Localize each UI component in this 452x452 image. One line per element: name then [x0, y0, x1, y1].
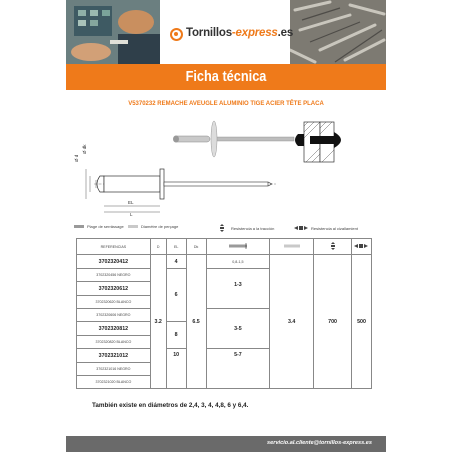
rivet-section-illustration: [295, 122, 341, 162]
shear-strength-icon: [294, 224, 308, 233]
ref-cell: 3702321012: [77, 349, 151, 363]
grip-range-icon: [74, 225, 84, 228]
also-available-note: También existe en diámetros de 2,4, 3, 4, 4,8, 6 y 6,4.: [92, 402, 249, 409]
drill-diameter-icon: [283, 243, 301, 249]
ref-cell: 3702320412: [77, 255, 151, 269]
logo-name: Tornillos: [186, 27, 232, 39]
grip-cell: [206, 269, 270, 282]
product-title: V5370232 REMACHE AVEUGLE ALUMINIO TIGE ACIER TÊTE PLACA: [128, 101, 324, 107]
label-el: EL: [128, 200, 134, 205]
grip-cell: 3-5: [206, 309, 270, 349]
page-title: Ficha técnica: [185, 68, 267, 85]
col-reference: REFERENCIAS: [77, 239, 151, 255]
header-photo-workers: [66, 0, 160, 64]
ref-cell: 3702320612: [77, 282, 151, 296]
drill-cell: 3.4: [270, 255, 314, 389]
grip-cell: 0,8-1,5: [206, 255, 270, 269]
legend-label: Diamètre de perçage: [141, 224, 179, 229]
logo-text: [186, 27, 293, 39]
ref-cell: 3702321016 NEGRO: [77, 363, 151, 376]
ref-cell: 3702320456 NEGRO: [77, 269, 151, 282]
legend-tensile: [216, 224, 274, 233]
col-d: D: [150, 239, 166, 255]
legend-drill-diameter: [128, 224, 178, 229]
legend-grip-range: [74, 224, 124, 229]
el-cell: 4: [166, 255, 186, 269]
ref-cell: 3702320820 BLANCO: [77, 336, 151, 349]
legend: [66, 221, 386, 233]
ref-cell: 3702320812: [77, 322, 151, 336]
label-d: Ø d: [74, 154, 79, 162]
legend-label: Plage de serrâssage: [87, 224, 124, 229]
ref-cell: 3702320606 NEGRO: [77, 309, 151, 322]
title-bar: [66, 64, 386, 90]
legend-shear: [294, 224, 358, 233]
tensile-strength-icon: [327, 242, 339, 250]
footer-email-link[interactable]: servicio.al.cliente@tornillos-express.es: [267, 440, 372, 446]
col-shear: [351, 239, 371, 255]
col-tensile: [314, 239, 352, 255]
ref-cell: 3702321020 BLANCO: [77, 376, 151, 389]
col-drill: [270, 239, 314, 255]
el-cell: 8: [166, 322, 186, 349]
drill-diameter-icon: [128, 225, 138, 228]
logo-mark-icon: [170, 28, 183, 41]
grip-range-icon: [228, 243, 248, 249]
rivet-3d-illustration: [173, 121, 294, 157]
d-cell: 3.2: [150, 255, 166, 389]
tensile-cell: 700: [314, 255, 352, 389]
spec-table: [76, 238, 372, 389]
dk-cell: 6.5: [186, 255, 206, 389]
brand-logo[interactable]: [170, 26, 294, 46]
el-cell: 10: [166, 349, 186, 389]
footer: [66, 436, 386, 452]
legend-label: Resistencia a la tracción: [231, 226, 275, 231]
rivet-profile-drawing: [74, 144, 276, 217]
el-cell: 6: [166, 269, 186, 322]
grip-cell: 5-7: [206, 349, 270, 389]
logo-dash: -: [231, 27, 236, 39]
legend-label: Resistencia al cizallamient: [311, 226, 358, 231]
grip-cell: 1-3: [206, 282, 270, 309]
tensile-strength-icon: [216, 224, 228, 233]
col-grip: [206, 239, 270, 255]
technical-drawing: [66, 112, 386, 217]
shear-strength-icon: [354, 242, 368, 250]
logo-express: express: [235, 27, 278, 39]
label-dk: Ø dk: [82, 144, 87, 154]
col-dk: Dk: [186, 239, 206, 255]
label-l: L: [130, 212, 133, 217]
header-photo-screws: [290, 0, 386, 64]
ref-cell: 3702320620 BLANCO: [77, 296, 151, 309]
logo-tld: .es: [277, 27, 294, 39]
col-el: EL: [166, 239, 186, 255]
table-header-row: [77, 239, 372, 255]
table-row: [77, 255, 372, 269]
shear-cell: 500: [351, 255, 371, 389]
